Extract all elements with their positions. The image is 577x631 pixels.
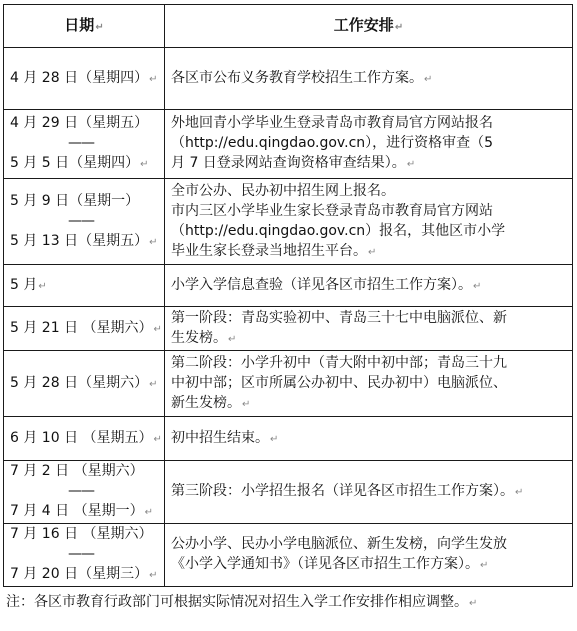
work-cell	[165, 179, 573, 265]
work-line: 第二阶段：小学升初中（青大附中初中部；青岛三十九	[171, 354, 507, 371]
work-cell	[165, 524, 573, 587]
date-range-dash: ——	[68, 212, 94, 229]
date-cell	[4, 307, 165, 351]
header-date: 日期↵	[4, 5, 165, 48]
schedule-body	[4, 48, 573, 587]
date-line: 5 月 28 日（星期六）↵	[10, 374, 158, 391]
table-row	[4, 179, 573, 265]
paragraph-mark: ↵	[270, 433, 279, 445]
table-row	[4, 307, 573, 351]
work-line: 市内三区小学毕业生家长登录青岛市教育局官方网站	[171, 202, 493, 219]
work-cell	[165, 48, 573, 110]
work-line: （http://edu.qingdao.gov.cn）报名，其他区市小学	[171, 222, 506, 239]
work-line: 公办小学、民办小学电脑派位、新生发榜，向学生发放	[171, 536, 507, 552]
paragraph-mark: ↵	[149, 378, 158, 390]
work-line: 全市公办、民办初中招生网上报名。	[171, 182, 395, 199]
paragraph-mark: ↵	[140, 159, 149, 170]
paragraph-mark: ↵	[424, 73, 433, 85]
paragraph-mark: ↵	[144, 507, 154, 518]
table-row	[4, 351, 573, 417]
table-row	[4, 265, 573, 307]
paragraph-mark: ↵	[242, 398, 251, 410]
work-cell	[165, 351, 573, 417]
work-line: 初中招生结束。↵	[171, 429, 279, 446]
schedule-table	[3, 4, 573, 587]
work-line: 毕业生家长登录当地招生平台。↵	[171, 242, 377, 259]
paragraph-mark: ↵	[368, 246, 377, 258]
date-line: 5 月 13 日（星期五）↵	[10, 232, 158, 249]
date-line: 7 月 2 日 （星期六）	[10, 463, 144, 479]
work-line: （http://edu.qingdao.gov.cn），进行资格审查（5	[171, 135, 494, 151]
paragraph-mark: ↵	[406, 159, 416, 170]
work-line: 小学入学信息查验（详见各区市招生工作方案）。↵	[171, 276, 482, 293]
date-cell	[4, 265, 165, 307]
paragraph-mark: ↵	[473, 280, 482, 292]
header-work: 工作安排↵	[165, 5, 573, 48]
date-cell	[4, 48, 165, 110]
work-cell	[165, 265, 573, 307]
table-row	[4, 461, 573, 524]
work-line: 生发榜。↵	[171, 329, 237, 346]
table-row	[4, 110, 573, 179]
work-line: 新生发榜。↵	[171, 394, 251, 411]
date-line: 5 月 9 日（星期一）	[10, 192, 140, 209]
date-cell	[4, 179, 165, 265]
date-line: 5 月↵	[10, 276, 47, 293]
work-cell	[165, 110, 573, 179]
table-row	[4, 417, 573, 461]
date-line: 6 月 10 日 （星期五）↵	[10, 429, 162, 446]
work-line: 中初中部；区市所属公办初中、民办初中）电脑派位、	[171, 374, 507, 391]
date-line: 5 月 5 日（星期四）↵	[10, 155, 149, 171]
date-range-dash: ——	[68, 546, 94, 562]
work-cell	[165, 461, 573, 524]
date-line: 4 月 28 日（星期四）↵	[10, 69, 158, 86]
date-cell	[4, 417, 165, 461]
date-cell	[4, 110, 165, 179]
paragraph-mark: ↵	[149, 73, 158, 85]
work-line: 《小学入学通知书》（详见各区市招生工作方案）。↵	[171, 556, 489, 572]
paragraph-mark: ↵	[153, 433, 162, 445]
work-line: 月 7 日登录网站查询资格审查结果）。↵	[171, 155, 416, 171]
paragraph-mark: ↵	[149, 570, 158, 581]
work-line: 外地回青小学毕业生登录青岛市教育局官方网站报名	[171, 115, 493, 131]
date-line: 7 月 20 日（星期三）↵	[10, 566, 158, 582]
footnote: 注：各区市教育行政部门可根据实际情况对招生入学工作安排作相应调整。↵	[6, 594, 478, 610]
work-cell	[165, 307, 573, 351]
table-row	[4, 48, 573, 110]
paragraph-mark: ↵	[38, 280, 47, 292]
work-line: 各区市公布义务教育学校招生工作方案。↵	[171, 69, 433, 86]
date-cell	[4, 351, 165, 417]
paragraph-mark: ↵	[149, 236, 158, 248]
work-line: 第一阶段：青岛实验初中、青岛三十七中电脑派位、新	[171, 309, 507, 326]
paragraph-mark: ↵	[228, 333, 237, 345]
paragraph-mark: ↵	[515, 487, 524, 498]
paragraph-mark: ↵	[480, 560, 489, 571]
date-line: 5 月 21 日 （星期六）↵	[10, 319, 162, 336]
work-cell	[165, 417, 573, 461]
date-range-dash: ——	[68, 483, 94, 499]
header-row	[4, 5, 573, 48]
date-line: 7 月 16 日 （星期六）	[10, 526, 153, 542]
date-range-dash: ——	[68, 135, 94, 151]
date-line: 4 月 29 日（星期五）	[10, 115, 149, 131]
date-line: 7 月 4 日 （星期一）↵	[10, 503, 154, 519]
work-line: 第三阶段：小学招生报名（详见各区市招生工作方案）。↵	[171, 483, 524, 499]
paragraph-mark: ↵	[153, 323, 162, 335]
date-cell	[4, 461, 165, 524]
date-cell	[4, 524, 165, 587]
table-row	[4, 524, 573, 587]
